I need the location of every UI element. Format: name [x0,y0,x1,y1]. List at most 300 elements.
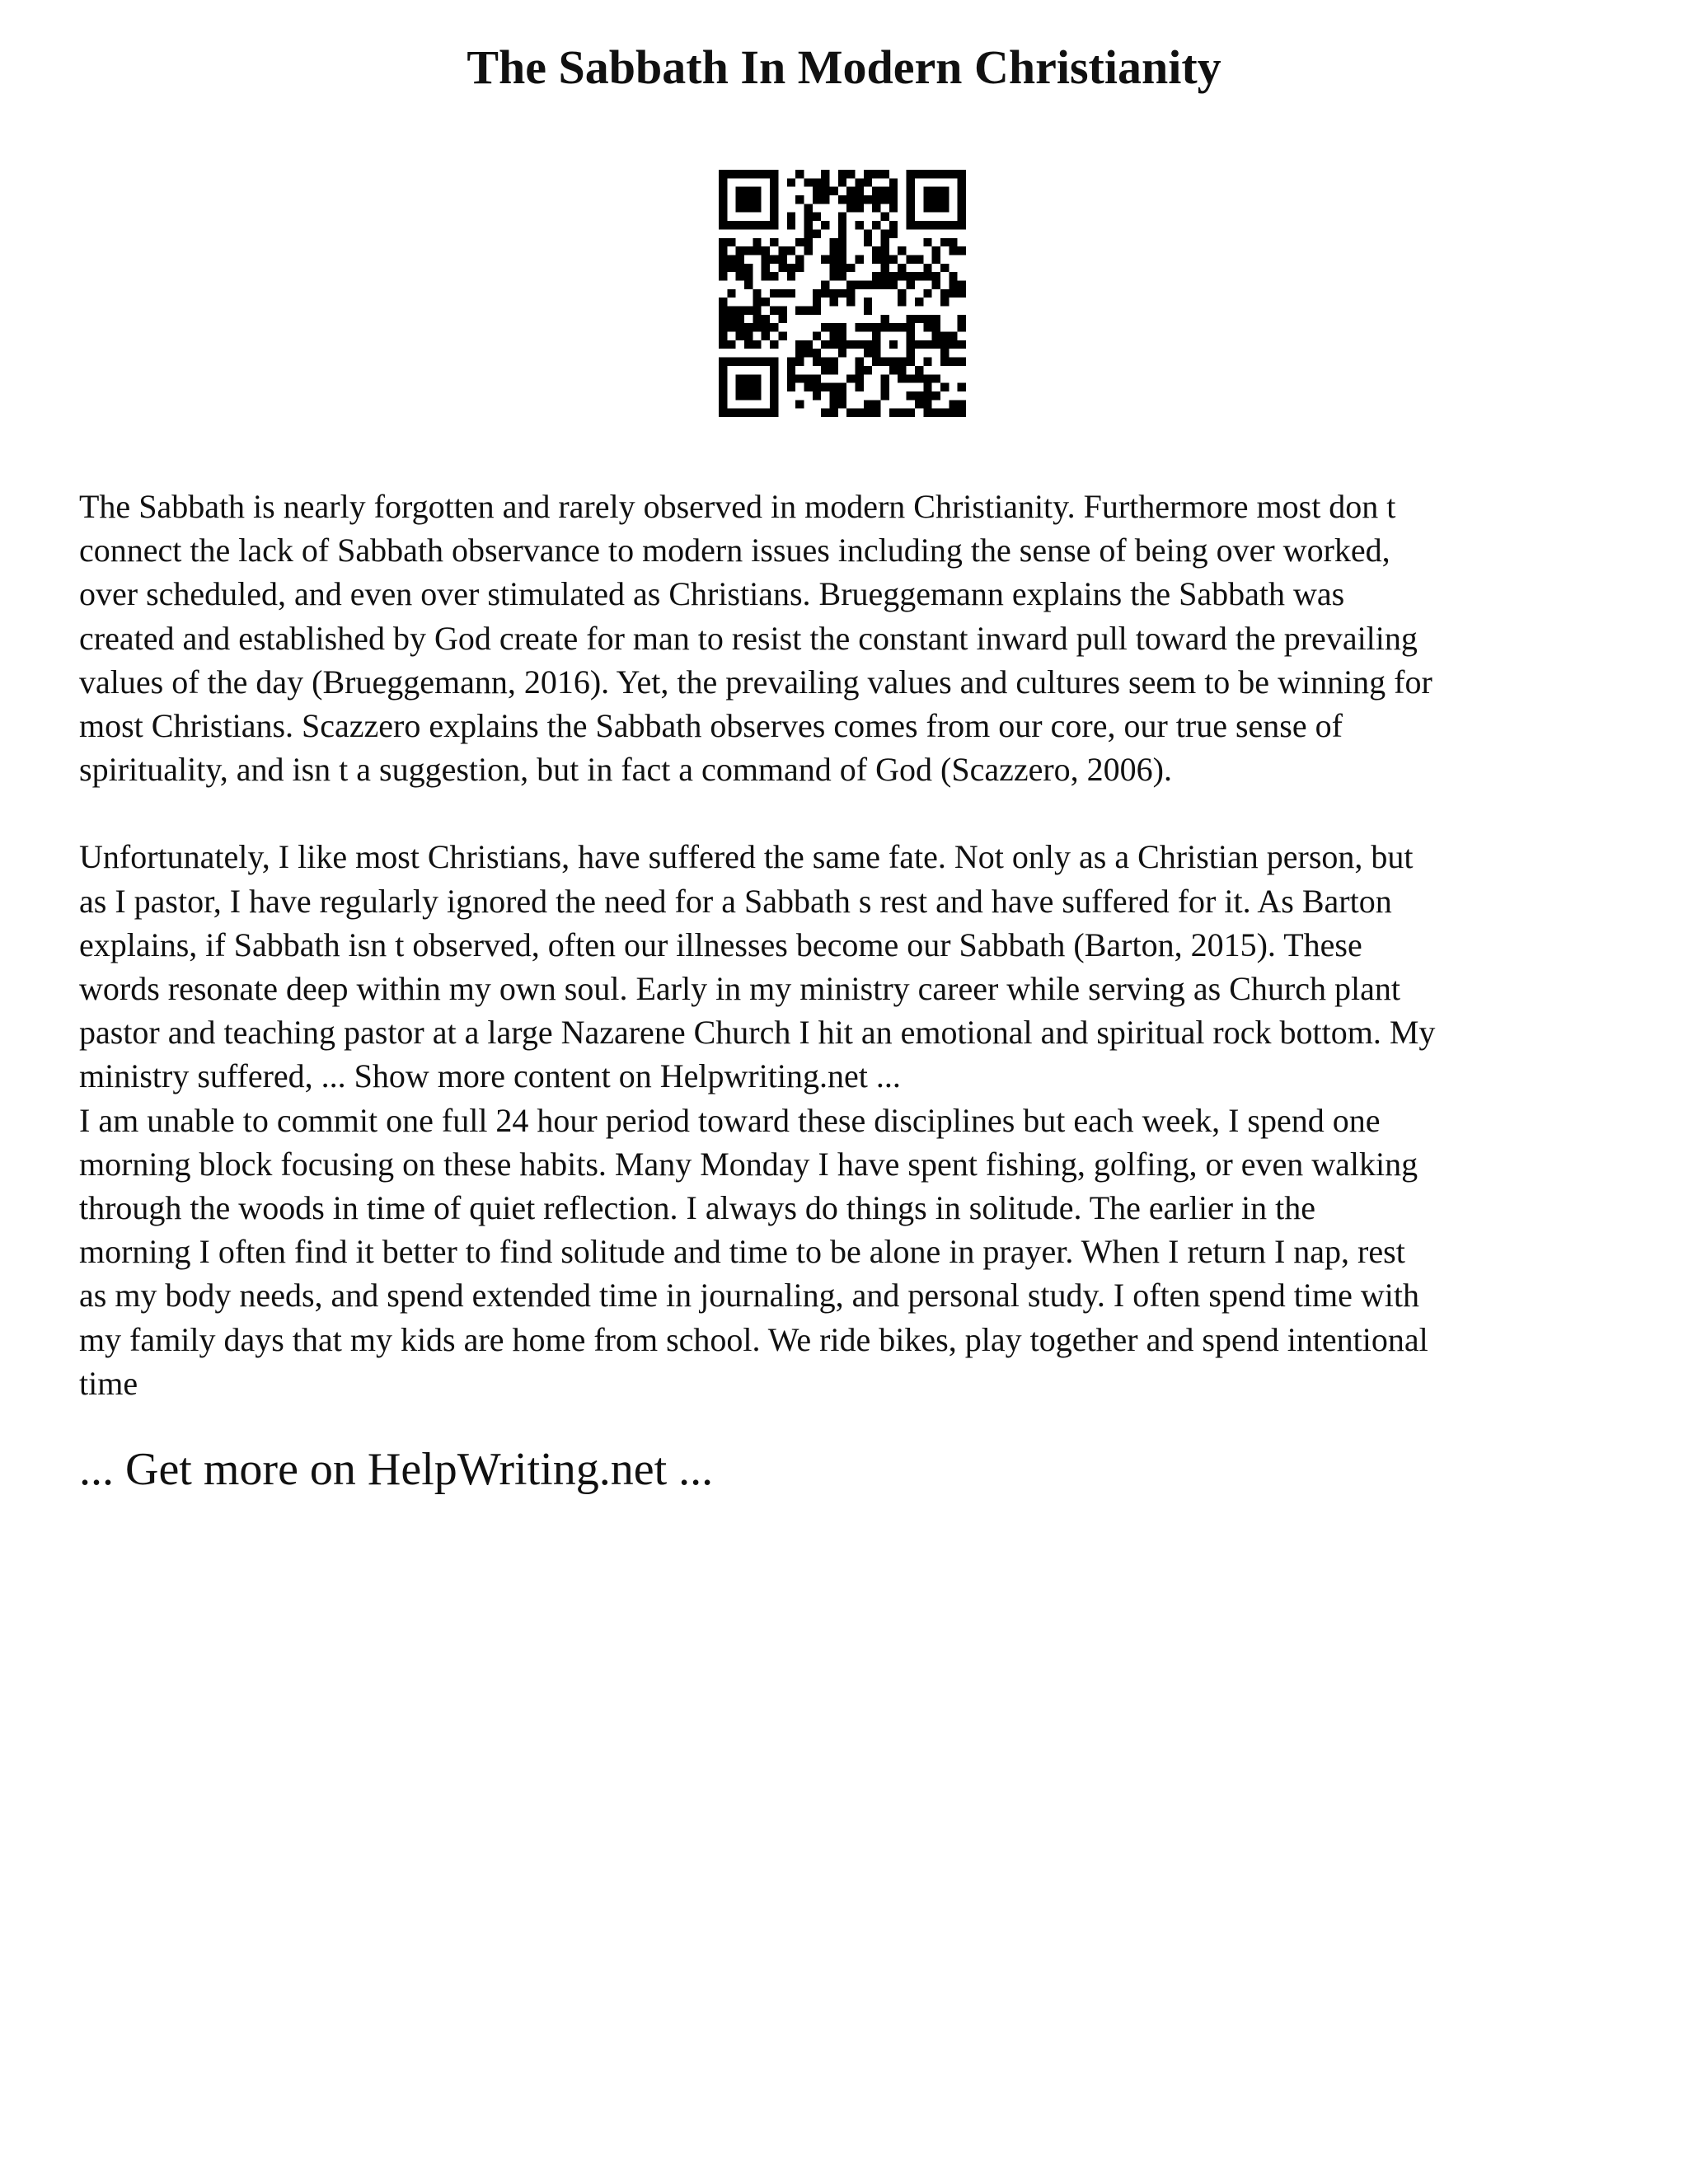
paragraph-gap [79,791,1629,835]
qr-module [744,383,753,391]
qr-module [787,264,795,272]
qr-module [907,170,915,178]
qr-module [744,307,753,315]
qr-module [923,195,931,204]
qr-module [872,187,880,195]
qr-module [881,383,889,391]
qr-module [795,358,804,366]
qr-module [958,195,966,204]
qr-module [923,391,931,400]
qr-module [864,366,872,374]
qr-module [770,178,778,186]
qr-module [907,187,915,195]
qr-module [838,289,846,298]
qr-module [838,332,846,340]
qr-module [727,340,735,349]
qr-module [719,366,727,374]
qr-module [907,332,915,340]
qr-module [778,289,786,298]
qr-module [958,400,966,408]
qr-module [872,272,880,280]
qr-module [736,170,744,178]
qr-module [787,178,795,186]
qr-module [838,221,846,229]
qr-module [821,170,829,178]
qr-module [727,289,735,298]
qr-module [940,340,949,349]
qr-module [940,238,949,246]
qr-module [881,238,889,246]
qr-module [881,229,889,237]
qr-module [753,307,761,315]
qr-module [753,170,761,178]
qr-module [770,340,778,349]
qr-module [958,315,966,323]
paragraph-experience: Unfortunately, I like most Christians, have suffered the same fate. Not only as a Christian person, but as I pastor, I have regularly ignored the need for a Sabbath s rest and have suffered for it. As Barton explains, if Sabbath isn t observed, often our illnesses become our Sabbath (Barton, 2015). These words resonate deep within my own soul. Early in my ministry career while serving as Church plant pastor and teaching pastor at a large Nazarene Church I hit an emotional and spiritual rock bottom. My ministry suffered, ... Show more content on Helpwriting.net ... [79,838,1436,1095]
qr-module [838,213,846,221]
qr-module [821,255,829,263]
qr-module [753,195,761,204]
qr-module [719,383,727,391]
qr-module [949,246,957,255]
qr-module [872,340,880,349]
qr-module [923,289,931,298]
qr-module [932,272,940,280]
qr-module [829,255,837,263]
qr-module [787,213,795,221]
qr-module [940,221,949,229]
qr-module [719,187,727,195]
qr-module [821,221,829,229]
qr-module [770,323,778,331]
qr-module [727,264,735,272]
qr-module [923,323,931,331]
qr-module [753,358,761,366]
qr-module [898,358,906,366]
qr-module [778,315,786,323]
qr-module [787,221,795,229]
qr-module [719,307,727,315]
qr-module [846,195,855,204]
qr-module [736,187,744,195]
qr-module [719,272,727,280]
qr-module [915,170,923,178]
qr-module [838,349,846,357]
qr-module [795,195,804,204]
qr-module [804,204,812,212]
qr-module [727,307,735,315]
qr-module [958,204,966,212]
qr-module [856,255,864,263]
qr-module [898,289,906,298]
qr-module [753,340,761,349]
qr-module [889,255,898,263]
qr-module [813,187,821,195]
qr-module [889,358,898,366]
qr-module [753,323,761,331]
qr-module [829,238,837,246]
qr-module [864,298,872,306]
qr-module [829,383,837,391]
qr-module [778,307,786,315]
qr-module [770,391,778,400]
qr-module [804,307,812,315]
qr-module [804,238,812,246]
qr-module [787,289,795,298]
qr-module [864,409,872,417]
qr-module [719,332,727,340]
qr-module [762,255,770,263]
qr-module [898,246,906,255]
qr-module [821,366,829,374]
qr-module [949,170,957,178]
qr-module [804,383,812,391]
qr-module [932,409,940,417]
qr-module [949,332,957,340]
qr-module [932,204,940,212]
qr-module [846,187,855,195]
qr-module [940,264,949,272]
qr-module [813,383,821,391]
qr-module [889,409,898,417]
qr-module [821,409,829,417]
qr-module [907,255,915,263]
qr-module [881,358,889,366]
qr-module [856,409,864,417]
qr-module [753,383,761,391]
qr-module [719,246,727,255]
qr-module [744,391,753,400]
qr-module [804,349,812,357]
qr-module [932,374,940,382]
paragraph-intro: The Sabbath is nearly forgotten and rarely observed in modern Christianity. Furthermore most don t connect the lack of Sabbath observance to modern issues including the sense of being over worked, over scheduled, and even over stimulated as Christians. Brueggemann explains the Sabbath was created and established by God create for man to resist the constant inward pull toward the prevailing values of the day (Brueggemann, 2016). Yet, the prevailing values and cultures seem to be winning for most Christians. Scazzero explains the Sabbath observes comes from our core, our true sense of spirituality, and isn t a suggestion, but in fact a command of God (Scazzero, 2006). [79,488,1432,789]
qr-module [804,178,812,186]
qr-module [795,340,804,349]
qr-module [915,255,923,263]
qr-module [727,358,735,366]
qr-module [762,315,770,323]
qr-module [770,204,778,212]
qr-module [923,400,931,408]
qr-module [762,409,770,417]
qr-module [744,221,753,229]
qr-module [872,195,880,204]
qr-module [736,409,744,417]
qr-module [881,391,889,400]
qr-module [821,289,829,298]
qr-module [804,229,812,237]
qr-module [838,264,846,272]
qr-module [770,358,778,366]
qr-module [821,340,829,349]
qr-module [915,272,923,280]
qr-module [915,391,923,400]
qr-module [838,170,846,178]
qr-module [898,409,906,417]
qr-module [856,340,864,349]
qr-module [907,349,915,357]
qr-module [795,255,804,263]
qr-module [915,315,923,323]
qr-module [864,323,872,331]
qr-module [795,400,804,408]
qr-module [923,374,931,382]
qr-module [719,213,727,221]
qr-module [907,315,915,323]
qr-module [846,264,855,272]
qr-module [838,323,846,331]
qr-module [753,289,761,298]
qr-module [915,221,923,229]
qr-module [762,221,770,229]
qr-module [736,221,744,229]
qr-module [736,374,744,382]
qr-module [744,323,753,331]
qr-module [787,374,795,382]
qr-module [923,272,931,280]
qr-module [940,409,949,417]
qr-module [753,391,761,400]
qr-module [719,195,727,204]
qr-module [932,170,940,178]
qr-module [770,221,778,229]
qr-module [753,409,761,417]
qr-module [719,170,727,178]
qr-module [744,204,753,212]
qr-module [872,255,880,263]
qr-module [881,280,889,288]
qr-module [736,195,744,204]
qr-module [932,280,940,288]
qr-module [949,238,957,246]
qr-module [881,187,889,195]
qr-module [889,187,898,195]
qr-module [719,358,727,366]
qr-module [753,374,761,382]
qr-module [889,323,898,331]
qr-module [804,374,812,382]
qr-module [915,374,923,382]
qr-module [838,195,846,204]
qr-module [923,409,931,417]
qr-module [770,170,778,178]
qr-module [856,323,864,331]
qr-module [932,246,940,255]
qr-module [923,170,931,178]
qr-module [958,383,966,391]
qr-module [719,204,727,212]
qr-module [864,400,872,408]
qr-module [744,409,753,417]
qr-module [813,332,821,340]
qr-module [949,221,957,229]
qr-module [829,272,837,280]
qr-module [795,238,804,246]
qr-module [719,391,727,400]
qr-module [907,340,915,349]
qr-module [864,178,872,186]
qr-module [872,204,880,212]
qr-module [907,409,915,417]
get-more-link[interactable]: ... Get more on HelpWriting.net ... [79,1444,714,1495]
qr-module [727,255,735,263]
qr-module [795,349,804,357]
qr-module [787,383,795,391]
qr-module [719,400,727,408]
qr-module [795,374,804,382]
qr-module [838,383,846,391]
qr-module [753,246,761,255]
qr-module [795,264,804,272]
qr-module [907,272,915,280]
qr-module [804,246,812,255]
qr-module [838,272,846,280]
qr-module [829,264,837,272]
qr-module [889,280,898,288]
qr-module [719,221,727,229]
qr-module [923,383,931,391]
qr-module [940,204,949,212]
qr-module [872,246,880,255]
qr-module [864,238,872,246]
qr-module [949,400,957,408]
qr-module [881,374,889,382]
qr-module [813,195,821,204]
qr-module [813,289,821,298]
qr-module [829,289,837,298]
qr-module [770,238,778,246]
qr-code-icon [719,170,966,417]
qr-module [813,349,821,357]
qr-module [958,221,966,229]
qr-module [864,340,872,349]
qr-module [958,170,966,178]
qr-module [940,332,949,340]
qr-module [770,409,778,417]
qr-module [744,264,753,272]
qr-module [872,323,880,331]
qr-module [856,221,864,229]
qr-module [719,340,727,349]
qr-module [958,323,966,331]
qr-module [932,315,940,323]
qr-module [829,298,837,306]
qr-module [958,280,966,288]
qr-module [829,187,837,195]
qr-module [915,400,923,408]
qr-module [821,323,829,331]
qr-module [804,340,812,349]
qr-module [727,315,735,323]
qr-module [829,409,837,417]
qr-module [940,187,949,195]
qr-module [736,246,744,255]
qr-module [958,178,966,186]
qr-module [829,340,837,349]
qr-module [821,178,829,186]
qr-module [907,374,915,382]
qr-module [923,264,931,272]
qr-module [753,238,761,246]
qr-module [744,170,753,178]
qr-module [736,332,744,340]
qr-module [744,280,753,288]
qr-module [762,272,770,280]
article-body [79,485,1629,1405]
qr-module [923,221,931,229]
qr-module [872,349,880,357]
qr-module [881,272,889,280]
qr-module [719,323,727,331]
qr-module [762,358,770,366]
qr-module [856,195,864,204]
qr-module [881,315,889,323]
qr-module [889,221,898,229]
qr-module [958,358,966,366]
qr-module [949,272,957,280]
qr-module [795,307,804,315]
qr-module [821,358,829,366]
qr-module [829,246,837,255]
qr-module [727,221,735,229]
qr-module [958,187,966,195]
qr-module [932,195,940,204]
qr-module [907,204,915,212]
qr-module [813,178,821,186]
qr-module [804,221,812,229]
qr-module [864,229,872,237]
qr-module [762,170,770,178]
qr-module [856,280,864,288]
qr-module [829,332,837,340]
qr-module [889,340,898,349]
qr-module [719,298,727,306]
qr-module [838,255,846,263]
qr-module [744,246,753,255]
qr-module [778,264,786,272]
qr-module [932,340,940,349]
qr-module [958,409,966,417]
qr-module [872,280,880,288]
qr-module [770,307,778,315]
qr-module [838,246,846,255]
qr-module [736,307,744,315]
qr-module [898,272,906,280]
qr-module [787,366,795,374]
qr-module [787,246,795,255]
qr-module [889,178,898,186]
qr-module [856,204,864,212]
qr-module [813,391,821,400]
qr-module [813,229,821,237]
qr-module [958,213,966,221]
qr-module [856,358,864,366]
qr-module [915,366,923,374]
qr-module [770,383,778,391]
qr-module [872,409,880,417]
qr-module [719,374,727,382]
qr-module [753,204,761,212]
qr-module [753,298,761,306]
qr-module [821,383,829,391]
qr-module [907,195,915,204]
qr-module [932,332,940,340]
qr-module [881,213,889,221]
qr-module [949,280,957,288]
qr-module [898,298,906,306]
qr-module [846,280,855,288]
qr-module [872,358,880,366]
